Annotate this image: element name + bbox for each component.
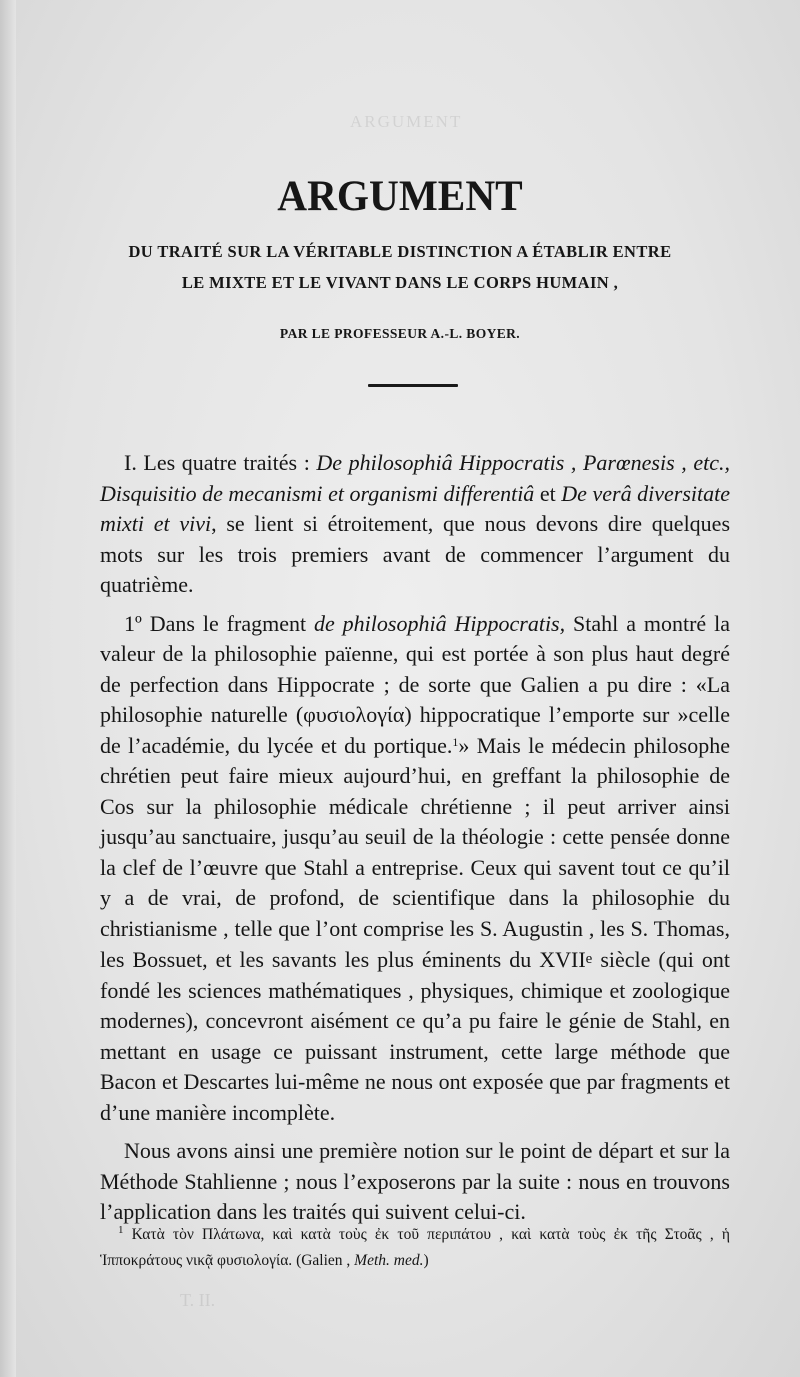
p2-work-title: de philosophiâ Hippocratis, [314,610,566,636]
p2-text-b: ) hippocratique l’emporte sur »celle de l’académie, du lycée et du portique. [100,702,730,758]
footnote-citation-open: (Galien , [292,1252,355,1269]
show-through-from-reverse-page: ARGUMENT T. II. [180,112,463,1310]
p1-work-title-3: De verâ diversitate mixti et vivi [100,480,731,536]
footnote-citation-close: ) [423,1252,429,1269]
subtitle-line-2: LE MIXTE ET LE VIVANT DANS LE CORPS HUMAIN , [181,273,619,292]
p2-century-suffix: e [585,951,593,967]
p1-rest: , se lient si étroitement, que nous devons dire quelques mots sur les trois premiers avant de commencer l’argument du quatrième. [100,511,731,597]
title-rule [368,384,458,387]
footnote-greek-quote: Κατὰ τὸν Πλάτωνα, καὶ κατὰ τοὺς ἐκ τοῦ περιπάτου , καὶ κατὰ τοὺς ἐκ τῆς Στοᾶς , ἡ Ἱπποκράτους νικᾷ φυσιολογία. [100,1226,730,1269]
author-byline: PAR LE PROFESSEUR A.-L. BOYER. [279,326,521,341]
p1-work-title-1: De philosophiâ Hippocratis , Parœnesis , etc., [316,450,730,475]
p1-lead: I. Les quatre traités : [124,450,317,475]
footnote [100,1222,730,1274]
p2-text-c: » Mais le médecin philosophe chrétien peut faire mieux aujourd’hui, en greffant la philosophie de Cos sur la philosophie médicale chrétienne ; il peut arriver ainsi jusqu’au sanctuaire, jusqu’au seuil de la théologie : cette pensée donne la clef de l’œuvre que Stahl a entreprise. Ceux qui savent tout ce qu’il y a de vrai, de profond, de scientifique dans la philosophie du christianisme , telle que l’ont comprise les S. Augustin , les S. Thomas, les Bossuet, et les savants les plus éminents du XVII [100,732,730,972]
subtitle-line-1: DU TRAITÉ SUR LA VÉRITABLE DISTINCTION A ÉTABLIR ENTRE [128,242,672,261]
paragraph-3: Nous avons ainsi une première notion sur le point de départ et sur la Méthode Stahlienne ; nous l’exposerons par la suite : nous en trouvons l’application dans les traités qui suivent celui-ci. [100,1138,730,1224]
footnote-citation-work: Meth. med. [354,1252,424,1269]
paragraph-1 [100,448,730,601]
footnote-marker: 1 [118,1224,124,1236]
page-title: ARGUMENT [277,173,523,220]
p2-text-d: siècle (qui ont fondé les sciences mathématiques , physiques, chimique et zoologique modernes), concevront aisément ce qu’a pu faire le génie de Stahl, en mettant en usage ce puissant instrument, cette large méthode que Bacon et Descartes lui-même ne nous ont exposée que par fragments et d’une manière incomplète. [100,947,730,1125]
p2-lead: 1º Dans le fragment [124,610,314,636]
paragraph-2 [100,609,730,1129]
p1-work-title-2: Disquisitio de mecanismi et organismi differentiâ [100,480,535,506]
p2-greek-term: φυσιολογία [303,702,405,727]
page-edge-shadow [0,0,16,1377]
main-text [100,448,730,1236]
p2-text-a: Stahl a montré la valeur de la philosophie païenne, qui est portée à son plus haut degré de perfection dans Hippocrate ; de sorte que Galien a pu dire : «La philosophie naturelle ( [100,610,730,727]
p1-sep-2: et [534,480,562,506]
footnote-reference: 1 [452,734,459,749]
